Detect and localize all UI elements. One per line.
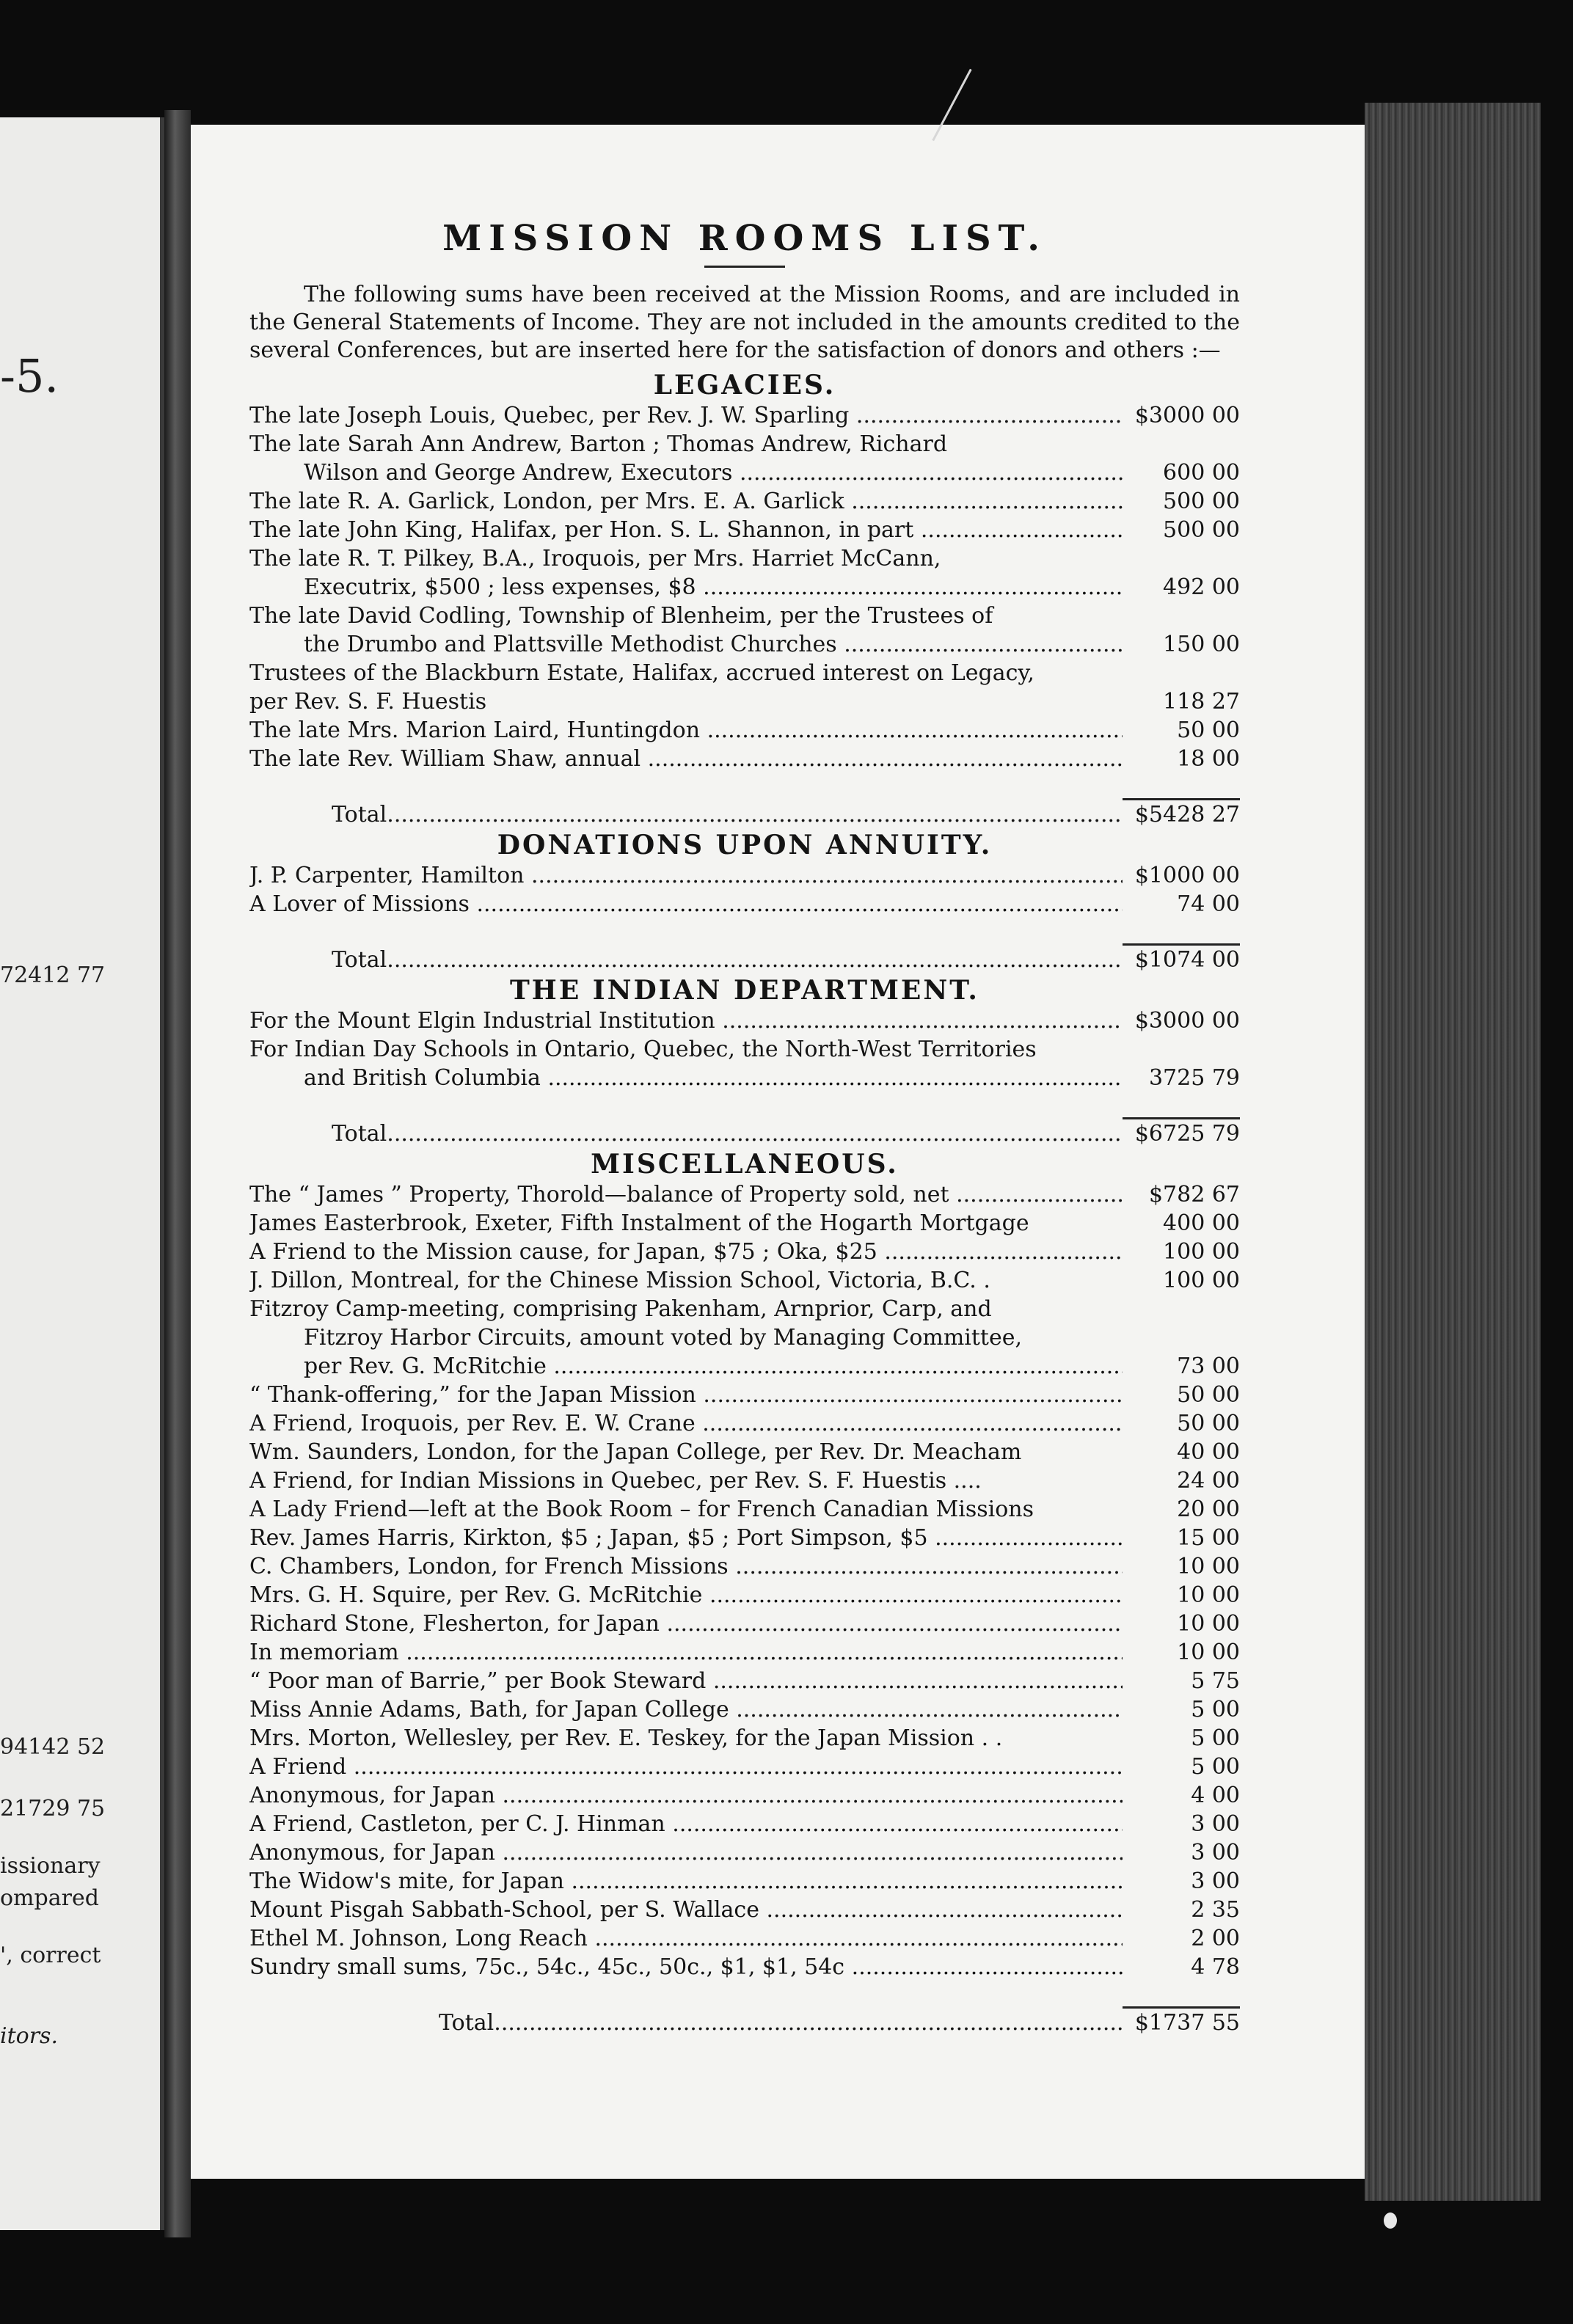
entry-description: per Rev. S. F. Huestis — [249, 689, 487, 715]
entry-amount: $782 67 — [1148, 1182, 1240, 1207]
entry-amount: 10 00 — [1177, 1640, 1240, 1665]
ledger-entry — [249, 430, 1240, 487]
scan-artifact — [1384, 2212, 1397, 2229]
entry-text-line: Fitzroy Harbor Circuits, amount voted by Managing Committee, — [304, 1325, 1023, 1351]
entry-amount: 600 00 — [1163, 460, 1240, 486]
left-page-margin — [0, 117, 164, 2230]
entry-description: The “ James ” Property, Thorold—balance of Property sold, net ..... — [249, 1180, 1123, 1209]
ledger-entry — [249, 1238, 1240, 1266]
total-amount: $6725 79 — [1123, 1117, 1240, 1148]
left-page-fragment: 94142 52 — [0, 1734, 106, 1760]
page-content — [249, 210, 1240, 2037]
entry-amount: $3000 00 — [1134, 403, 1240, 428]
entry-description: Mrs. G. H. Squire, per Rev. G. McRitchie ..... — [249, 1581, 1123, 1609]
leader-dots — [387, 946, 1123, 974]
entry-list — [249, 1180, 1240, 1981]
entry-amount: 500 00 — [1163, 489, 1240, 514]
entry-amount: 5 75 — [1191, 1668, 1240, 1694]
miscellaneous-section — [249, 1148, 1240, 2037]
entry-amount: 100 00 — [1163, 1239, 1240, 1265]
entry-description: Wm. Saunders, London, for the Japan College, per Rev. Dr. Meacham — [249, 1439, 1022, 1465]
entry-description: Ethel M. Johnson, Long Reach ..... — [249, 1924, 1123, 1953]
entry-description: Anonymous, for Japan ..... — [249, 1781, 1123, 1810]
ledger-entry — [249, 1266, 1240, 1295]
ledger-entry — [249, 1438, 1240, 1466]
total-row — [249, 1117, 1240, 1148]
entry-description: Mount Pisgah Sabbath-School, per S. Wallace ..... — [249, 1896, 1123, 1924]
leader-dots — [387, 1119, 1123, 1148]
entry-amount: 40 00 — [1177, 1439, 1240, 1465]
entry-amount: $1000 00 — [1134, 863, 1240, 888]
entry-amount: 500 00 — [1163, 517, 1240, 543]
entry-description: Sundry small sums, 75c., 54c., 45c., 50c., $1, $1, 54c ..... — [249, 1953, 1123, 1981]
title-rule — [704, 266, 785, 268]
left-page-fragment: issionary — [0, 1853, 101, 1879]
ledger-entry — [249, 1381, 1240, 1409]
entry-description: “ Thank-offering,” for the Japan Mission ..... — [249, 1381, 1123, 1409]
ledger-entry — [249, 1867, 1240, 1896]
ledger-entry — [249, 659, 1240, 716]
entry-amount: 3725 79 — [1148, 1065, 1240, 1091]
entry-description: J. Dillon, Montreal, for the Chinese Mission School, Victoria, B.C. . — [249, 1268, 990, 1293]
entry-description: A Friend, Iroquois, per Rev. E. W. Crane ..... — [249, 1409, 1123, 1438]
entry-description: In memoriam ..... — [249, 1638, 1123, 1667]
entry-amount: 150 00 — [1163, 632, 1240, 657]
entry-amount: 50 00 — [1177, 1411, 1240, 1436]
entry-amount: 400 00 — [1163, 1210, 1240, 1236]
total-amount: $1737 55 — [1123, 2006, 1240, 2037]
left-page-fragment: -5. — [0, 349, 59, 403]
entry-text-line: The late R. T. Pilkey, B.A., Iroquois, per Mrs. Harriet McCann, — [249, 546, 941, 571]
entry-amount: 74 00 — [1177, 891, 1240, 917]
intro-paragraph: The following sums have been received at the Mission Rooms, and are included in the General Statements of Income. They are not included in the amounts credited to the several Conferences, but are inserted here for the satisfaction of donors and others :— — [249, 282, 1240, 363]
ledger-entry — [249, 1838, 1240, 1867]
ledger-entry — [249, 1180, 1240, 1209]
entry-amount: 2 35 — [1191, 1897, 1240, 1923]
entry-amount: 4 00 — [1191, 1783, 1240, 1808]
entry-description: the Drumbo and Plattsville Methodist Churches ..... — [249, 630, 1123, 659]
entry-amount: 492 00 — [1163, 574, 1240, 600]
section-heading: LEGACIES. — [653, 370, 836, 401]
entry-amount: 2 00 — [1191, 1926, 1240, 1951]
left-page-fragment: 21729 75 — [0, 1796, 106, 1821]
ledger-entry — [249, 861, 1240, 890]
ledger-entry — [249, 1409, 1240, 1438]
section-heading: MISCELLANEOUS. — [591, 1149, 899, 1180]
entry-amount: 100 00 — [1163, 1268, 1240, 1293]
entry-list — [249, 861, 1240, 918]
ledger-entry — [249, 1753, 1240, 1781]
ledger-entry — [249, 1495, 1240, 1524]
ledger-entry — [249, 1667, 1240, 1695]
entry-amount: 24 00 — [1177, 1468, 1240, 1494]
left-page-fragment: ompared — [0, 1885, 99, 1911]
entry-description: “ Poor man of Barrie,” per Book Steward ..... — [249, 1667, 1123, 1695]
ledger-entry — [249, 1035, 1240, 1092]
ledger-entry — [249, 1209, 1240, 1238]
section-heading: THE INDIAN DEPARTMENT. — [510, 975, 979, 1006]
ledger-entry — [249, 1896, 1240, 1924]
entry-description: The Widow's mite, for Japan ..... — [249, 1867, 1123, 1896]
entry-description: Miss Annie Adams, Bath, for Japan College ..... — [249, 1695, 1123, 1724]
ledger-entry — [249, 1638, 1240, 1667]
entry-description: James Easterbrook, Exeter, Fifth Instalment of the Hogarth Mortgage — [249, 1210, 1029, 1236]
entry-amount: 4 78 — [1191, 1954, 1240, 1980]
entry-description: For the Mount Elgin Industrial Institution ..... — [249, 1006, 1123, 1035]
entry-text-line: The late Sarah Ann Andrew, Barton ; Thomas Andrew, Richard — [249, 431, 948, 457]
entry-text-line: Trustees of the Blackburn Estate, Halifax, accrued interest on Legacy, — [249, 660, 1034, 686]
indian-department-section — [249, 974, 1240, 1148]
entry-description: The late Mrs. Marion Laird, Huntingdon ..... — [249, 716, 1123, 745]
total-amount: $1074 00 — [1123, 943, 1240, 974]
entry-amount: 10 00 — [1177, 1611, 1240, 1637]
entry-amount: 3 00 — [1191, 1811, 1240, 1837]
entry-description: Anonymous, for Japan ..... — [249, 1838, 1123, 1867]
entry-description: The late John King, Halifax, per Hon. S. L. Shannon, in part ..... — [249, 516, 1123, 544]
entry-description: per Rev. G. McRitchie ..... — [249, 1352, 1123, 1381]
entry-text-line: For Indian Day Schools in Ontario, Quebec, the North-West Territories — [249, 1037, 1037, 1062]
left-page-fragment: 72412 77 — [0, 962, 106, 988]
entry-amount: 118 27 — [1163, 689, 1240, 715]
entry-description: Mrs. Morton, Wellesley, per Rev. E. Teskey, for the Japan Mission . . — [249, 1725, 1003, 1751]
entry-amount: 5 00 — [1191, 1725, 1240, 1751]
entry-amount: 20 00 — [1177, 1497, 1240, 1522]
ledger-entry — [249, 1006, 1240, 1035]
ledger-entry — [249, 745, 1240, 773]
entry-amount: 5 00 — [1191, 1697, 1240, 1722]
total-label: Total — [332, 1121, 387, 1147]
entry-description: and British Columbia ..... — [249, 1064, 1123, 1092]
entry-amount: 50 00 — [1177, 1382, 1240, 1408]
entry-text-line: Fitzroy Camp-meeting, comprising Pakenham, Arnprior, Carp, and — [249, 1296, 992, 1322]
total-label: Total — [332, 947, 387, 973]
entry-description: The late R. A. Garlick, London, per Mrs. E. A. Garlick ..... — [249, 487, 1123, 516]
entry-description: Wilson and George Andrew, Executors ..... — [249, 458, 1123, 487]
legacies-section — [249, 369, 1240, 829]
donations-section — [249, 829, 1240, 974]
ledger-entry — [249, 401, 1240, 430]
ledger-entry — [249, 1953, 1240, 1981]
ledger-entry — [249, 516, 1240, 544]
entry-description: A Lover of Missions ..... — [249, 890, 1123, 918]
entry-description: A Friend to the Mission cause, for Japan, $75 ; Oka, $25 ..... — [249, 1238, 1123, 1266]
left-page-fragment: ', correct — [0, 1943, 101, 1968]
entry-amount: 3 00 — [1191, 1840, 1240, 1866]
entry-description: The late Joseph Louis, Quebec, per Rev. J. W. Sparling ..... — [249, 401, 1123, 430]
book-spine — [164, 110, 191, 2237]
ledger-entry — [249, 1924, 1240, 1953]
entry-amount: 3 00 — [1191, 1868, 1240, 1894]
entry-description: J. P. Carpenter, Hamilton ..... — [249, 861, 1123, 890]
ledger-entry — [249, 487, 1240, 516]
ledger-entry — [249, 890, 1240, 918]
left-page-fragment: itors. — [0, 2023, 58, 2049]
ledger-entry — [249, 1581, 1240, 1609]
section-heading: DONATIONS UPON ANNUITY. — [497, 830, 993, 860]
ledger-entry — [249, 1466, 1240, 1495]
entry-amount: 5 00 — [1191, 1754, 1240, 1780]
ledger-entry — [249, 716, 1240, 745]
total-amount: $5428 27 — [1123, 798, 1240, 829]
entry-description: A Friend, Castleton, per C. J. Hinman ..... — [249, 1810, 1123, 1838]
total-row — [249, 943, 1240, 974]
ledger-entry — [249, 1552, 1240, 1581]
total-row — [249, 798, 1240, 829]
ledger-entry — [249, 602, 1240, 659]
entry-text-line: The late David Codling, Township of Blenheim, per the Trustees of — [249, 603, 993, 629]
entry-description: C. Chambers, London, for French Missions ..... — [249, 1552, 1123, 1581]
entry-list — [249, 401, 1240, 773]
leader-dots — [494, 2009, 1123, 2037]
entry-list — [249, 1006, 1240, 1092]
total-label: Total — [332, 802, 387, 827]
ledger-entry — [249, 1724, 1240, 1753]
entry-amount: 50 00 — [1177, 717, 1240, 743]
ledger-entry — [249, 1781, 1240, 1810]
ledger-entry — [249, 1524, 1240, 1552]
entry-amount: 15 00 — [1177, 1525, 1240, 1551]
entry-amount: $3000 00 — [1134, 1008, 1240, 1034]
leader-dots — [387, 800, 1123, 829]
ledger-entry — [249, 1695, 1240, 1724]
total-row — [249, 2006, 1240, 2037]
page-edges — [1365, 103, 1541, 2201]
ledger-entry — [249, 1810, 1240, 1838]
entry-description: Rev. James Harris, Kirkton, $5 ; Japan, $5 ; Port Simpson, $5 ..... — [249, 1524, 1123, 1552]
ledger-entry — [249, 544, 1240, 602]
page-title: MISSION ROOMS LIST. — [442, 218, 1047, 259]
entry-description: Richard Stone, Flesherton, for Japan ..... — [249, 1609, 1123, 1638]
entry-amount: 18 00 — [1177, 746, 1240, 772]
ledger-entry — [249, 1609, 1240, 1638]
entry-description: The late Rev. William Shaw, annual ..... — [249, 745, 1123, 773]
entry-amount: 73 00 — [1177, 1353, 1240, 1379]
entry-description: A Friend ..... — [249, 1753, 1123, 1781]
entry-description: A Friend, for Indian Missions in Quebec, per Rev. S. F. Huestis .... — [249, 1468, 982, 1494]
entry-amount: 10 00 — [1177, 1554, 1240, 1579]
total-label: Total — [439, 2010, 494, 2036]
entry-amount: 10 00 — [1177, 1582, 1240, 1608]
entry-description: Executrix, $500 ; less expenses, $8 ..... — [249, 573, 1123, 602]
entry-description: A Lady Friend—left at the Book Room – for French Canadian Missions — [249, 1497, 1034, 1522]
ledger-entry — [249, 1295, 1240, 1381]
